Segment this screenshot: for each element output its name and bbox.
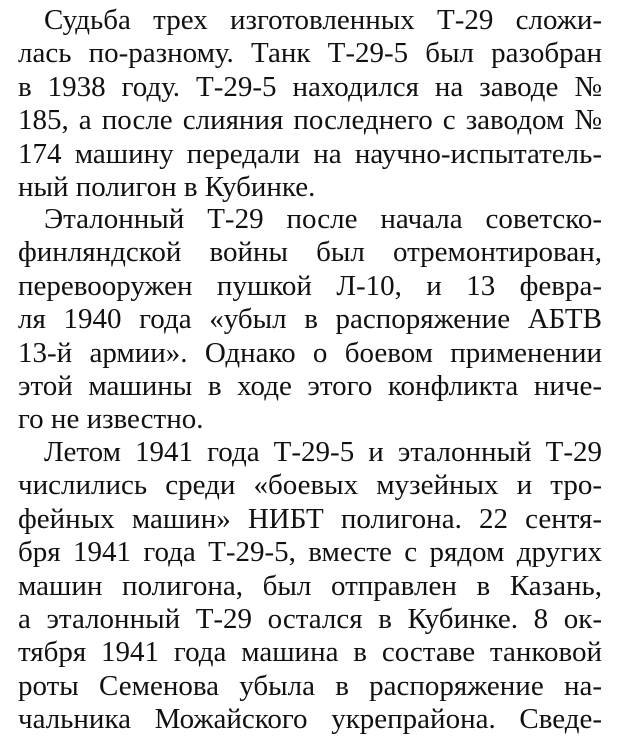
text-line: го не известно.	[18, 403, 204, 436]
text-line: Судьба трех изготовленных Т-29 сложи-	[44, 4, 602, 36]
text-line: чальника Можайского укрепрайона. Сведе-	[18, 703, 602, 736]
text-line: фейных машин» НИБТ полигона. 22 сентя-	[18, 502, 602, 535]
text-line: 174 машину передали на научно-испытатель-	[18, 137, 602, 170]
text-line: числились среди «боевых музейных и тро-	[18, 469, 602, 502]
text-line: 185, а после слияния последнего с заводом №	[18, 104, 602, 137]
text-line: роты Семенова убыла в распоряжение на-	[18, 669, 602, 702]
text-line: машин полигона, был отправлен в Казань,	[18, 569, 602, 602]
text-line: в 1938 году. Т-29-5 находился на заводе №	[18, 70, 602, 103]
text-line: а эталонный Т-29 остался в Кубинке. 8 ок-	[18, 602, 602, 635]
text-line: лась по-разному. Танк Т-29-5 был разобран	[18, 37, 602, 70]
text-line: этой машины в ходе этого конфликта ниче-	[18, 369, 602, 402]
text-line: ный полигон в Кубинке.	[18, 170, 316, 203]
paragraph-1	[18, 4, 602, 204]
text-line: перевооружен пушкой Л-10, и 13 февра-	[18, 269, 602, 302]
text-line: Летом 1941 года Т-29-5 и эталонный Т-29	[44, 436, 602, 468]
text-line: тября 1941 года машина в составе танковой	[18, 636, 602, 669]
text-line: финляндской войны был отремонтирован,	[18, 236, 602, 269]
paragraph-3	[18, 436, 602, 737]
text-line: ля 1940 года «убыл в распоряжение АБТВ	[18, 303, 602, 336]
text-line: Эталонный Т-29 после начала советско-	[44, 203, 602, 235]
page-bottom-edge	[0, 737, 621, 743]
paragraph-2	[18, 203, 602, 437]
text-line: бря 1941 года Т-29-5, вместе с рядом других	[18, 536, 602, 569]
text-line: 13-й армии». Однако о боевом применении	[18, 336, 602, 369]
